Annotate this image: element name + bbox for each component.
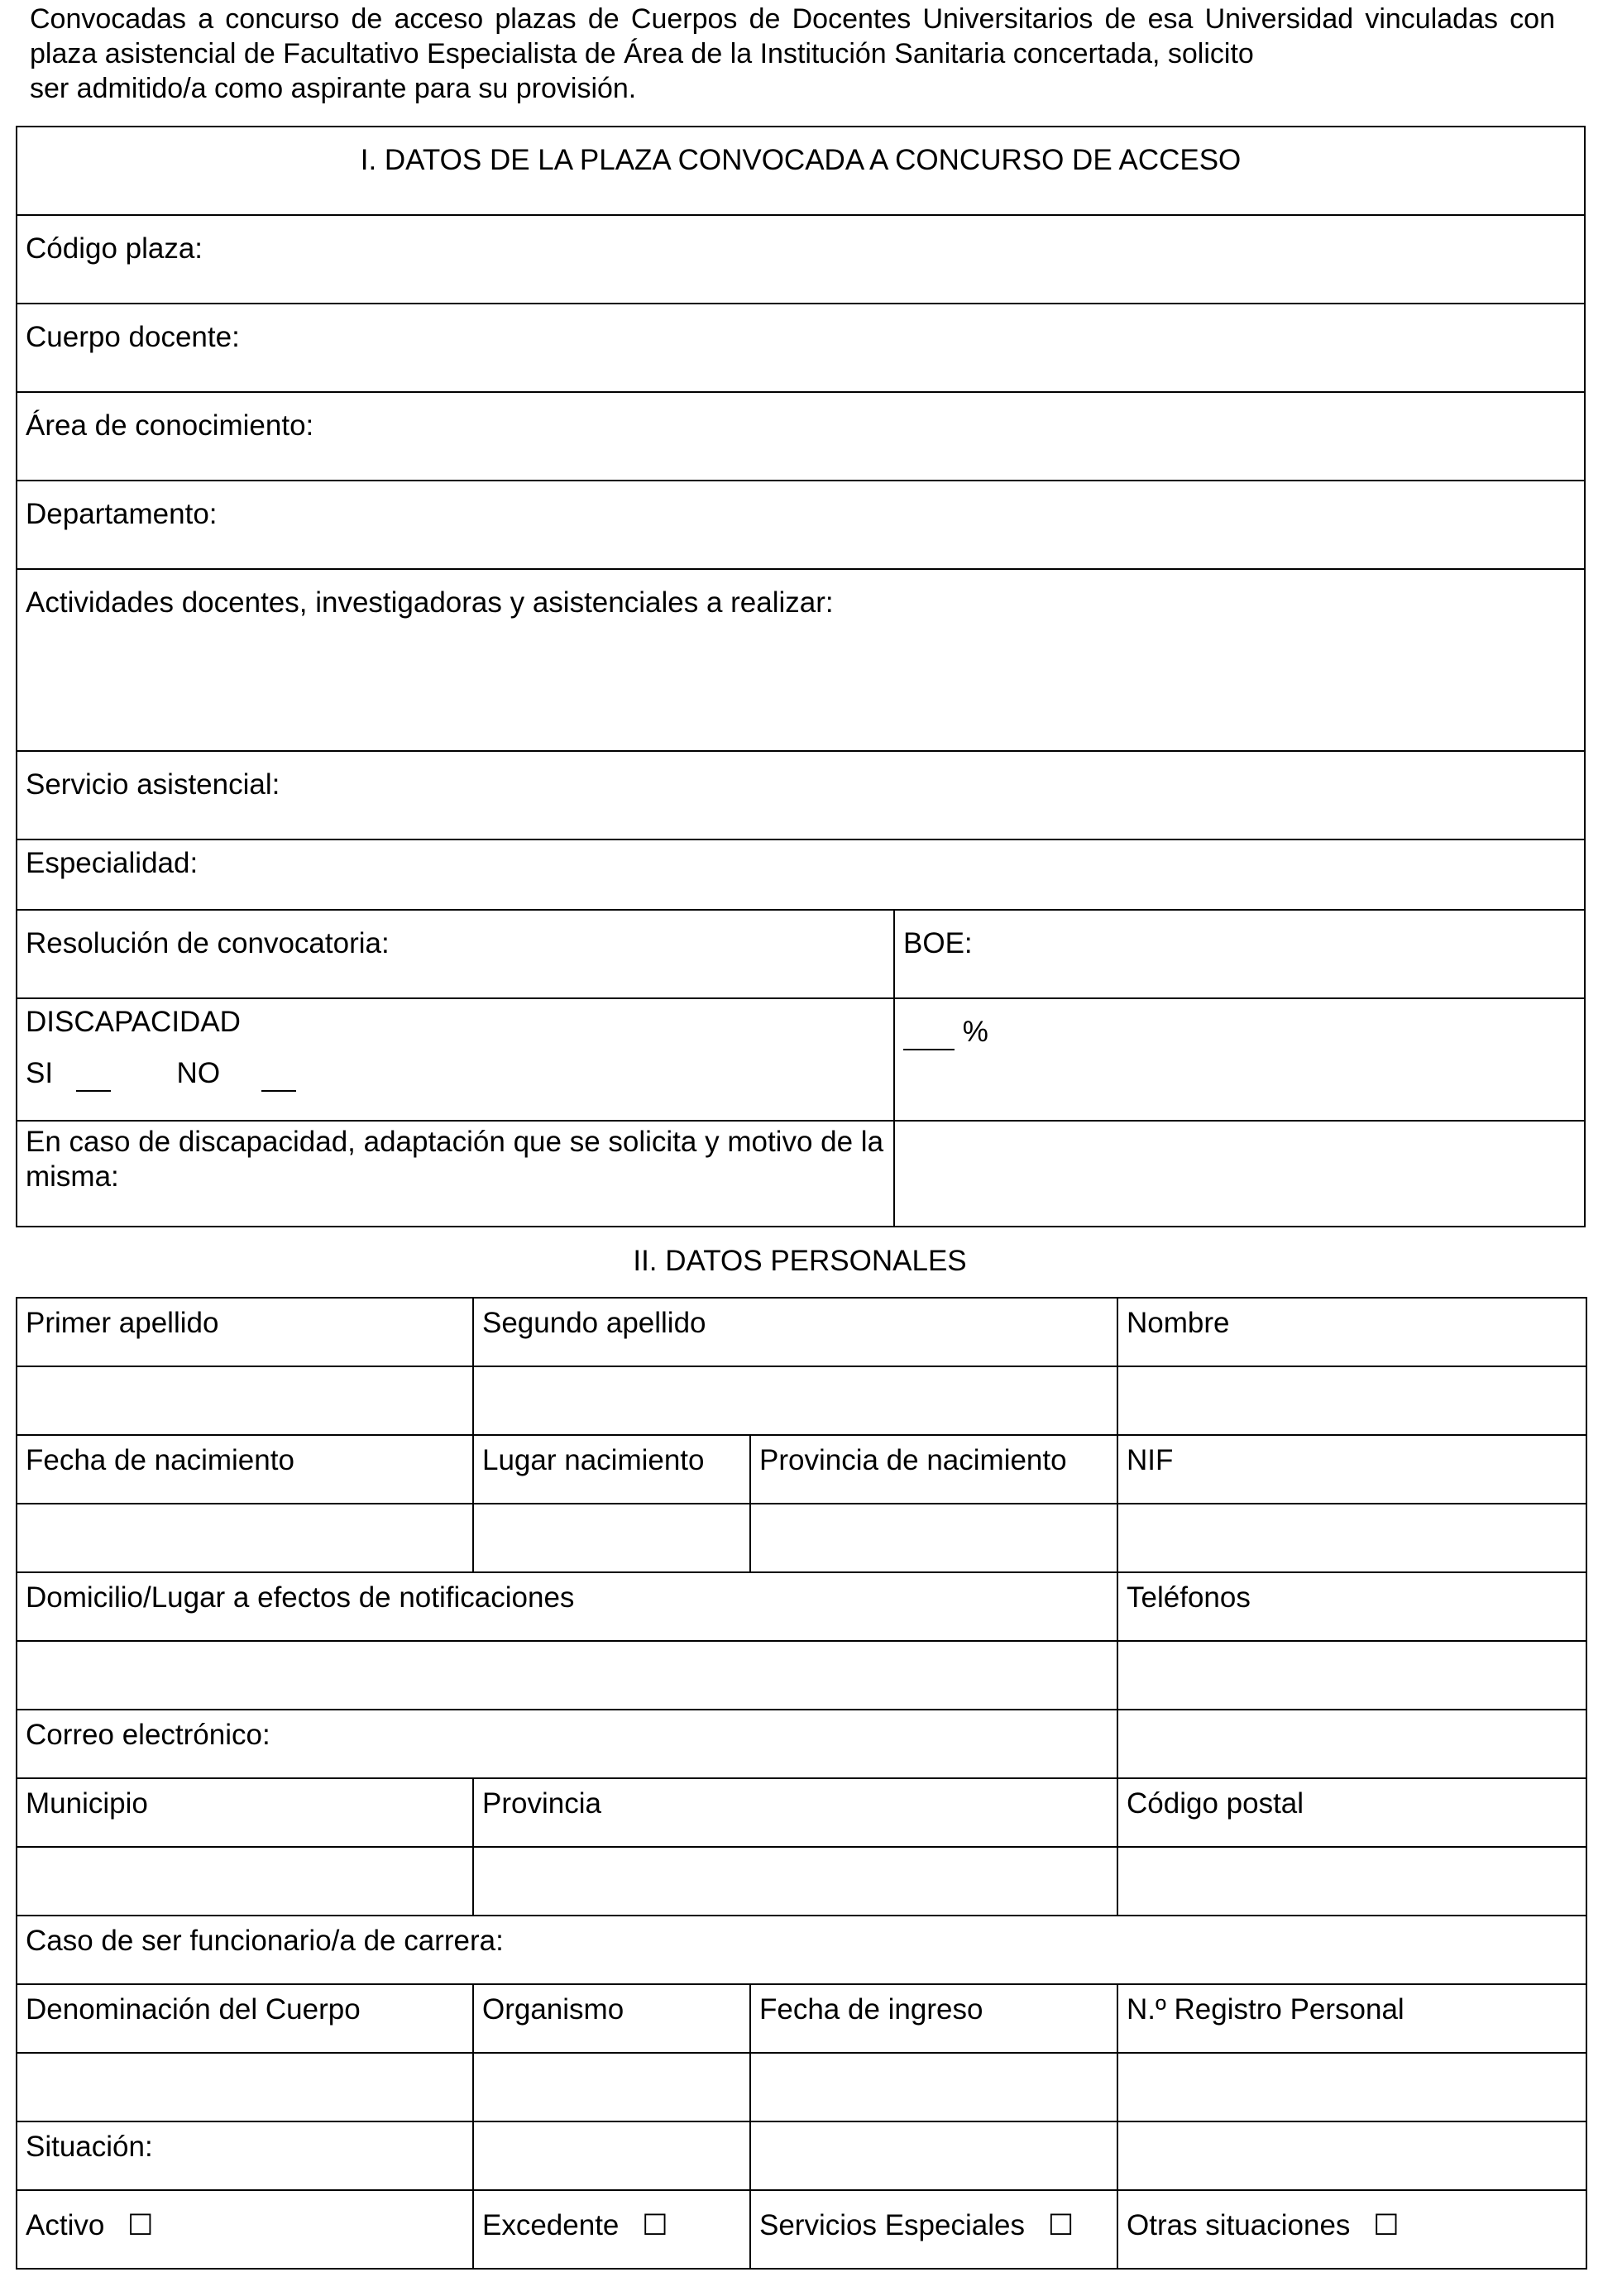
departamento-field[interactable]: Departamento: (17, 481, 1585, 569)
discapacidad-percent-cell (894, 998, 1585, 1121)
domicilio-input[interactable] (17, 1641, 1117, 1710)
domicilio-label: Domicilio/Lugar a efectos de notificaciones (17, 1572, 1117, 1641)
cuerpo-docente-field[interactable]: Cuerpo docente: (17, 304, 1585, 392)
situacion-blank-4 (1117, 2121, 1586, 2190)
nif-input[interactable] (1117, 1504, 1586, 1572)
excedente-option[interactable] (473, 2190, 750, 2269)
registro-personal-input[interactable] (1117, 2053, 1586, 2121)
adaptacion-field[interactable] (894, 1121, 1585, 1227)
telefonos-label: Teléfonos (1117, 1572, 1586, 1641)
actividades-field[interactable]: Actividades docentes, investigadoras y asistenciales a realizar: (17, 569, 1585, 751)
plaza-data-table (16, 126, 1586, 1227)
codigo-postal-input[interactable] (1117, 1847, 1586, 1916)
organismo-label: Organismo (473, 1984, 750, 2053)
servicios-especiales-checkbox-icon[interactable]: ☐ (1047, 2209, 1074, 2241)
otras-situaciones-checkbox-icon[interactable]: ☐ (1373, 2209, 1400, 2241)
especialidad-field[interactable]: Especialidad: (17, 839, 1585, 910)
personal-data-table (16, 1297, 1587, 2270)
activo-checkbox-icon[interactable]: ☐ (127, 2209, 154, 2241)
nif-label: NIF (1117, 1435, 1586, 1504)
telefonos-input[interactable] (1117, 1641, 1586, 1710)
si-blank[interactable] (76, 1057, 111, 1092)
denominacion-cuerpo-input[interactable] (17, 2053, 473, 2121)
fecha-nacimiento-input[interactable] (17, 1504, 473, 1572)
servicios-especiales-label: Servicios Especiales (759, 2209, 1025, 2241)
provincia-nacimiento-input[interactable] (750, 1504, 1117, 1572)
servicio-asistencial-field[interactable]: Servicio asistencial: (17, 751, 1585, 839)
codigo-postal-label: Código postal (1117, 1778, 1586, 1847)
excedente-label: Excedente (482, 2209, 620, 2241)
resolucion-convocatoria-field[interactable]: Resolución de convocatoria: (17, 910, 894, 998)
no-blank[interactable] (261, 1057, 296, 1092)
provincia-nacimiento-label: Provincia de nacimiento (750, 1435, 1117, 1504)
primer-apellido-input[interactable] (17, 1366, 473, 1435)
provincia-input[interactable] (473, 1847, 1117, 1916)
percent-label: % (962, 1016, 988, 1048)
section-2-title: II. DATOS PERSONALES (633, 1245, 967, 1277)
lugar-nacimiento-input[interactable] (473, 1504, 750, 1572)
no-label: NO (176, 1057, 221, 1089)
organismo-input[interactable] (473, 2053, 750, 2121)
provincia-label: Provincia (473, 1778, 1117, 1847)
percent-blank[interactable] (903, 1016, 955, 1050)
otras-situaciones-option[interactable] (1117, 2190, 1586, 2269)
registro-personal-label: N.º Registro Personal (1117, 1984, 1586, 2053)
segundo-apellido-label: Segundo apellido (473, 1298, 1117, 1366)
municipio-label: Municipio (17, 1778, 473, 1847)
denominacion-cuerpo-label: Denominación del Cuerpo (17, 1984, 473, 2053)
fecha-nacimiento-label: Fecha de nacimiento (17, 1435, 473, 1504)
intro-text-line-1: Convocadas a concurso de acceso plazas de Cuerpos de Docentes Universitarios de esa Universidad vinculadas con plaza asistencial de Facultativo Especialista de Área de la Institución Sanitaria concertada, solicito (30, 3, 1555, 69)
fecha-ingreso-label: Fecha de ingreso (750, 1984, 1117, 2053)
funcionario-heading: Caso de ser funcionario/a de carrera: (17, 1916, 1586, 1984)
segundo-apellido-input[interactable] (473, 1366, 1117, 1435)
nombre-label: Nombre (1117, 1298, 1586, 1366)
area-conocimiento-field[interactable]: Área de conocimiento: (17, 392, 1585, 481)
si-label: SI (26, 1057, 54, 1089)
discapacidad-cell (17, 998, 894, 1121)
servicios-especiales-option[interactable] (750, 2190, 1117, 2269)
activo-label: Activo (26, 2209, 105, 2241)
intro-text-line-2: ser admitido/a como aspirante para su provisión. (30, 73, 637, 104)
boe-field[interactable]: BOE: (894, 910, 1585, 998)
nombre-input[interactable] (1117, 1366, 1586, 1435)
otras-situaciones-label: Otras situaciones (1127, 2209, 1351, 2241)
activo-option[interactable] (17, 2190, 473, 2269)
lugar-nacimiento-label: Lugar nacimiento (473, 1435, 750, 1504)
fecha-ingreso-input[interactable] (750, 2053, 1117, 2121)
correo-electronico-field[interactable]: Correo electrónico: (17, 1710, 1117, 1778)
situacion-blank-3 (750, 2121, 1117, 2190)
intro-paragraph (30, 2, 1555, 106)
section-1-title: I. DATOS DE LA PLAZA CONVOCADA A CONCURSO DE ACCESO (17, 127, 1585, 215)
situacion-blank-2 (473, 2121, 750, 2190)
adaptacion-label: En caso de discapacidad, adaptación que se solicita y motivo de la misma: (17, 1121, 894, 1227)
situacion-label: Situación: (17, 2121, 473, 2190)
municipio-input[interactable] (17, 1847, 473, 1916)
correo-extra-input[interactable] (1117, 1710, 1586, 1778)
primer-apellido-label: Primer apellido (17, 1298, 473, 1366)
discapacidad-options (26, 1057, 885, 1092)
codigo-plaza-field[interactable]: Código plaza: (17, 215, 1585, 304)
excedente-checkbox-icon[interactable]: ☐ (642, 2209, 668, 2241)
discapacidad-label: DISCAPACIDAD (26, 1006, 241, 1038)
